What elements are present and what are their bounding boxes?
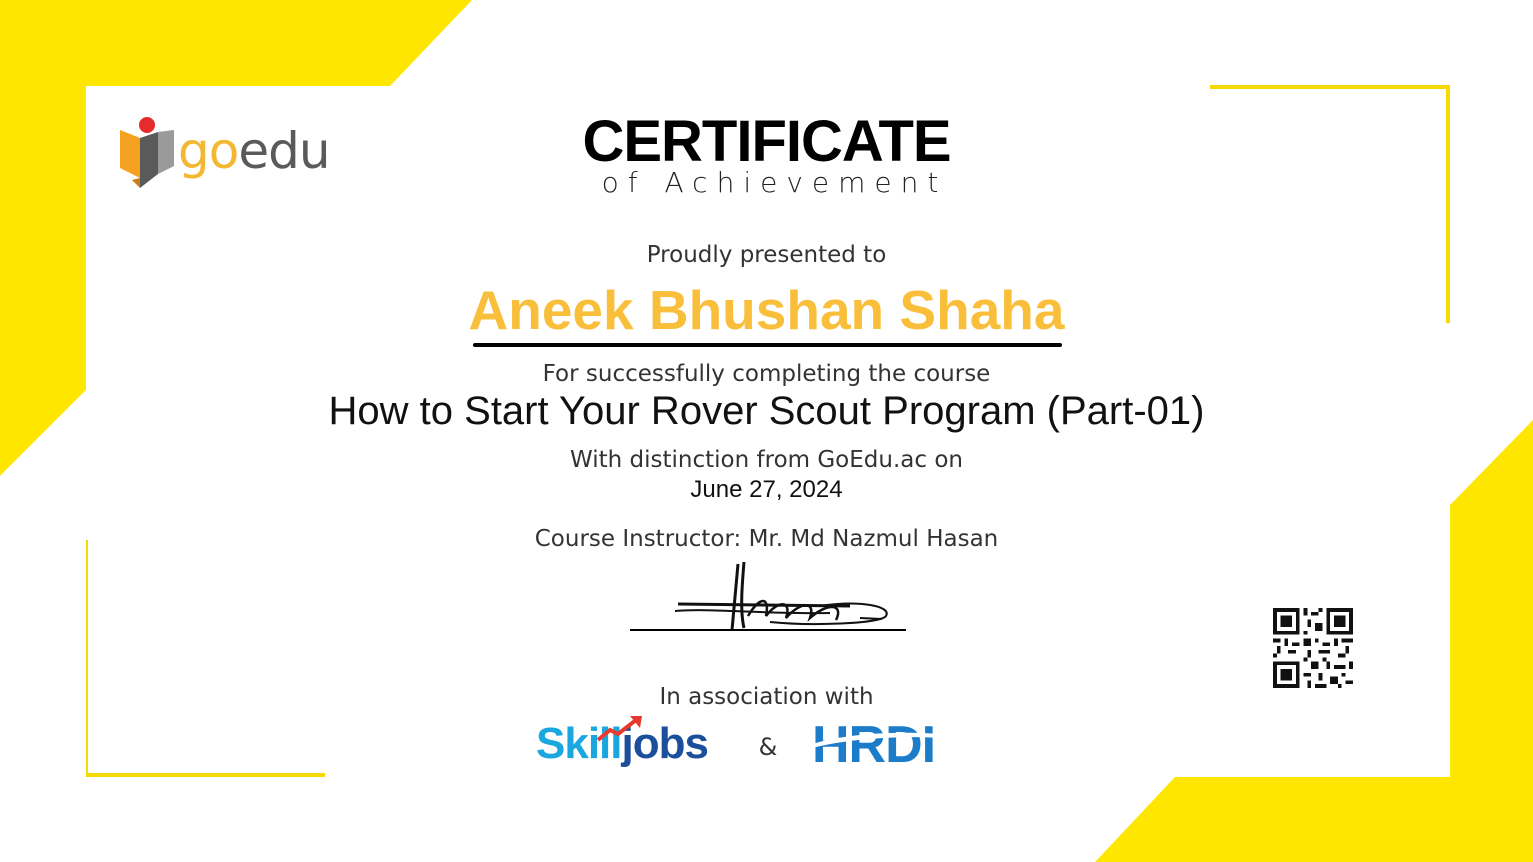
course-title: How to Start Your Rover Scout Program (Part-01) xyxy=(328,389,1205,433)
hrdi-wordmark: HRDI xyxy=(812,716,936,774)
goedu-logo-go: go xyxy=(178,122,239,180)
certificate-title: CERTIFICATE xyxy=(582,109,951,174)
skill-jobs-logo-skill: Skill xyxy=(536,719,622,768)
completion-date: June 27, 2024 xyxy=(690,476,843,503)
skill-jobs-logo xyxy=(536,714,726,776)
association-separator: & xyxy=(758,733,778,761)
hrdi-swoosh-icon xyxy=(812,728,962,748)
hrdi-logo xyxy=(812,718,962,772)
trend-arrow-icon xyxy=(596,714,646,744)
instructor-signature xyxy=(620,556,920,636)
presented-label: Proudly presented to xyxy=(646,242,887,268)
verification-qr-code[interactable] xyxy=(1273,608,1353,688)
goedu-logo-edu: edu xyxy=(238,122,330,180)
instructor-label: Course Instructor: Mr. Md Nazmul Hasan xyxy=(534,526,999,552)
distinction-label: With distinction from GoEdu.ac on xyxy=(570,447,963,473)
certificate-subtitle: of Achievement xyxy=(601,166,948,199)
skill-jobs-logo-jobs: jobs xyxy=(621,719,708,768)
recipient-name: Aneek Bhushan Shaha xyxy=(468,279,1065,341)
completion-label: For successfully completing the course xyxy=(542,361,991,387)
association-label: In association with xyxy=(659,684,874,710)
